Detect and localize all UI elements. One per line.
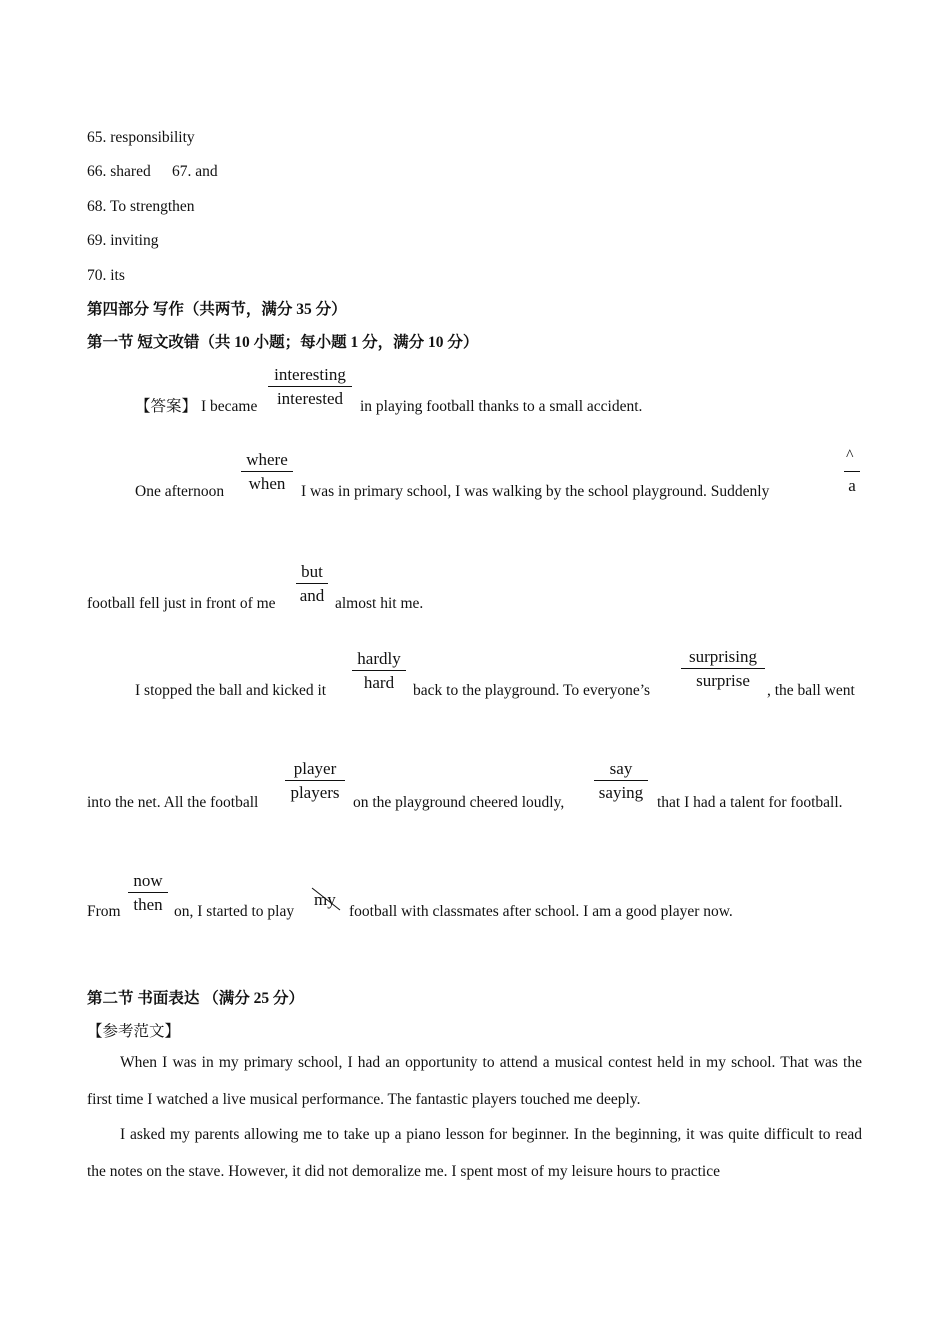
correct-word: where bbox=[241, 449, 293, 472]
correction-line3-end: almost hit me. bbox=[335, 595, 424, 612]
inserted-word: a bbox=[848, 476, 856, 495]
edit-but bbox=[296, 561, 328, 608]
correction-line1-start: I became bbox=[201, 398, 258, 415]
correct-word: surprising bbox=[681, 646, 765, 669]
correct-word: now bbox=[128, 870, 168, 893]
answer-70: 70. its bbox=[87, 267, 125, 284]
correction-line5-start: into the net. All the football bbox=[87, 794, 259, 811]
edit-say bbox=[594, 758, 648, 805]
correction-line4-start: I stopped the ball and kicked it bbox=[135, 682, 327, 699]
wrong-word: and bbox=[299, 586, 325, 605]
section1-heading: 第一节 短文改错（共 10 小题；每小题 1 分，满分 10 分） bbox=[87, 334, 479, 351]
correction-line2-start: One afternoon bbox=[135, 483, 225, 500]
edit-where bbox=[241, 449, 293, 496]
deleted-word-my: my bbox=[314, 890, 336, 910]
correction-line3-start: football fell just in front of me bbox=[87, 595, 276, 612]
correction-line6-end: football with classmates after school. I am a good player now. bbox=[349, 903, 733, 920]
wrong-word: then bbox=[133, 895, 163, 914]
correction-line2-end: I was in primary school, I was walking by the school playground. Suddenly bbox=[301, 483, 770, 500]
correction-line4-end: , the ball went bbox=[767, 682, 855, 699]
insert-line bbox=[844, 471, 860, 472]
insert-caret-icon: ^ bbox=[846, 447, 854, 464]
section2-heading: 第二节 书面表达 （满分 25 分） bbox=[87, 990, 305, 1007]
edit-surprising bbox=[681, 646, 765, 693]
part4-heading: 第四部分 写作（共两节，满分 35 分） bbox=[87, 301, 347, 318]
correct-word: say bbox=[594, 758, 648, 781]
sample-paragraph-1: When I was in my primary school, I had an opportunity to attend a musical contest held in my school. That was the first time I watched a live musical performance. The fantastic players touched me deeply. bbox=[87, 1054, 862, 1108]
answer-67: 67. and bbox=[172, 163, 218, 180]
answer-65: 65. responsibility bbox=[87, 129, 195, 146]
correction-line4-mid: back to the playground. To everyone’s bbox=[413, 682, 651, 699]
correction-line6-start: From bbox=[87, 903, 121, 920]
correct-word: but bbox=[296, 561, 328, 584]
edit-interesting bbox=[268, 364, 352, 411]
correct-word: hardly bbox=[352, 648, 406, 671]
wrong-word: saying bbox=[598, 783, 644, 802]
answer-66: 66. shared bbox=[87, 163, 151, 180]
wrong-word: players bbox=[290, 783, 340, 802]
correct-word: interesting bbox=[268, 364, 352, 387]
edit-now bbox=[128, 870, 168, 917]
answer-69: 69. inviting bbox=[87, 232, 159, 249]
correction-line6-mid: on, I started to play bbox=[174, 903, 295, 920]
wrong-word: interested bbox=[276, 389, 344, 408]
answer-tag: 【答案】 bbox=[135, 398, 198, 415]
wrong-word: when bbox=[248, 474, 286, 493]
correction-line5-mid: on the playground cheered loudly, bbox=[353, 794, 565, 811]
edit-hardly bbox=[352, 648, 406, 695]
answer-68: 68. To strengthen bbox=[87, 198, 195, 215]
sample-paragraph-2: I asked my parents allowing me to take up a piano lesson for beginner. In the beginning, it was quite difficult to read the notes on the stave. However, it did not demoralize me. I spent most of my leisure hours to practice bbox=[87, 1126, 862, 1180]
correct-word: player bbox=[285, 758, 345, 781]
correction-line1-end: in playing football thanks to a small accident. bbox=[360, 398, 643, 415]
edit-player bbox=[285, 758, 345, 805]
correction-line5-end: that I had a talent for football. bbox=[657, 794, 843, 811]
wrong-word: surprise bbox=[696, 671, 750, 690]
strike-icon bbox=[310, 884, 344, 914]
sample-tag: 【参考范文】 bbox=[87, 1023, 181, 1040]
wrong-word: hard bbox=[363, 673, 395, 692]
